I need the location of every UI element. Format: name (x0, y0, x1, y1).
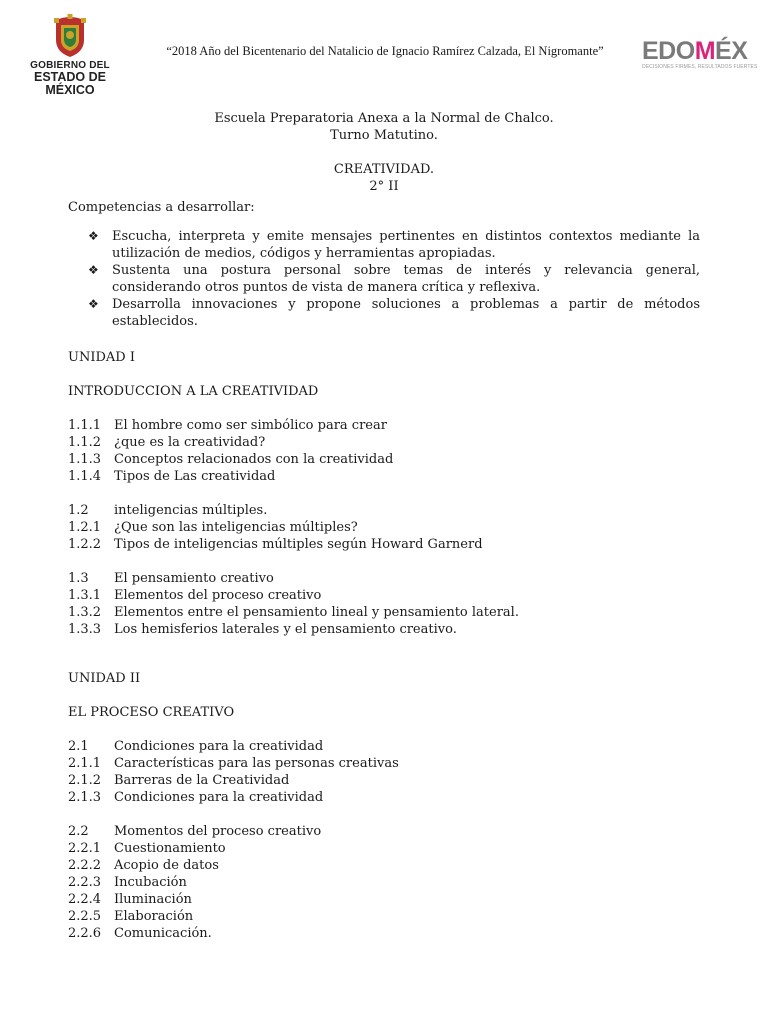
item-number: 1.3.3 (68, 622, 102, 637)
competencia-text: Sustenta una postura personal sobre temas de interés y relevancia general, considerando otros puntos de vista de manera crítica y reflexiva. (112, 263, 700, 295)
item-number: 2.2.3 (68, 875, 102, 890)
list-item (68, 417, 700, 434)
gobierno-line1: GOBIERNO DEL (30, 60, 110, 71)
item-text: Elementos entre el pensamiento lineal y pensamiento lateral. (114, 605, 519, 620)
unit-2-title: UNIDAD II (68, 671, 141, 686)
list-item (88, 296, 700, 330)
item-text: Conceptos relacionados con la creatividad (114, 452, 394, 467)
unit-2-group-2 (68, 823, 700, 942)
item-text: Acopio de datos (114, 858, 219, 873)
item-number: 2.1.2 (68, 773, 102, 788)
unit-1-group-2 (68, 502, 700, 553)
edomex-wordmark (642, 37, 748, 65)
item-text: Tipos de inteligencias múltiples según Howard Garnerd (114, 537, 483, 552)
list-item (68, 772, 700, 789)
item-number: 2.1.1 (68, 756, 102, 771)
item-text: El hombre como ser simbólico para crear (114, 418, 387, 433)
gobierno-line2: ESTADO DE MÉXICO (34, 70, 106, 97)
item-number: 2.1 (68, 739, 89, 754)
item-number: 1.1.4 (68, 469, 102, 484)
item-number: 1.1.2 (68, 435, 102, 450)
item-text: Barreras de la Creatividad (114, 773, 290, 788)
item-number: 1.1.3 (68, 452, 102, 467)
unit-1-subtitle: INTRODUCCION A LA CREATIVIDAD (68, 384, 319, 399)
unit-2-group-1 (68, 738, 700, 806)
diamond-bullet-icon: ❖ (88, 263, 99, 277)
list-item (88, 228, 700, 262)
list-item (68, 789, 700, 806)
year-motto: “2018 Año del Bicentenario del Natalicio de Ignacio Ramírez Calzada, El Nigromante” (166, 44, 604, 58)
unit-1-group-1 (68, 417, 700, 485)
diamond-bullet-icon: ❖ (88, 229, 99, 243)
list-item (68, 451, 700, 468)
item-text: Características para las personas creativas (114, 756, 399, 771)
list-item (68, 840, 700, 857)
list-item (68, 604, 700, 621)
item-number: 2.2.6 (68, 926, 102, 941)
item-text: Elaboración (114, 909, 194, 924)
item-number: 2.2.4 (68, 892, 102, 907)
item-text: inteligencias múltiples. (114, 503, 268, 518)
document-header (0, 0, 768, 100)
gobierno-logo (12, 14, 128, 97)
edomex-tagline: DECISIONES FIRMES, RESULTADOS FUERTES (642, 64, 758, 70)
list-item (68, 587, 700, 604)
item-text: Iluminación (114, 892, 192, 907)
competencias-list (88, 228, 700, 330)
list-item (68, 874, 700, 891)
document-body (68, 110, 700, 942)
item-number: 1.3 (68, 571, 89, 586)
item-number: 1.2.1 (68, 520, 102, 535)
unit-1-title: UNIDAD I (68, 350, 135, 365)
school-shift: Turno Matutino. (330, 128, 438, 143)
item-number: 1.3.1 (68, 588, 102, 603)
edomex-part-a: EDO (642, 37, 695, 65)
edomex-part-b: ÉX (715, 37, 748, 65)
school-name: Escuela Preparatoria Anexa a la Normal de Chalco. (214, 111, 554, 126)
unit-1-group-3 (68, 570, 700, 638)
competencias-heading: Competencias a desarrollar: (68, 200, 255, 215)
unit-2-subtitle: EL PROCESO CREATIVO (68, 705, 235, 720)
group-label: 2° II (369, 179, 399, 194)
item-text: Momentos del proceso creativo (114, 824, 322, 839)
list-item (68, 468, 700, 485)
item-number: 2.2.1 (68, 841, 102, 856)
edomex-part-m: M (694, 37, 716, 65)
competencia-text: Desarrolla innovaciones y propone soluciones a problemas a partir de métodos establecidos. (112, 297, 700, 329)
list-item (68, 755, 700, 772)
list-item (68, 570, 700, 587)
item-number: 2.2.2 (68, 858, 102, 873)
list-item (68, 621, 700, 638)
item-number: 2.1.3 (68, 790, 102, 805)
competencia-text: Escucha, interpreta y emite mensajes pertinentes en distintos contextos mediante la utilización de medios, códigos y herramientas apropiadas. (112, 229, 700, 261)
item-text: Tipos de Las creatividad (114, 469, 276, 484)
list-item (68, 502, 700, 519)
list-item (68, 434, 700, 451)
item-text: Incubación (114, 875, 187, 890)
item-number: 1.2.2 (68, 537, 102, 552)
diamond-bullet-icon: ❖ (88, 297, 99, 311)
item-number: 1.2 (68, 503, 89, 518)
list-item (88, 262, 700, 296)
list-item (68, 891, 700, 908)
item-text: ¿que es la creatividad? (114, 435, 266, 450)
item-number: 2.2 (68, 824, 89, 839)
state-seal-icon (50, 14, 90, 58)
item-text: El pensamiento creativo (114, 571, 274, 586)
item-text: Cuestionamiento (114, 841, 226, 856)
list-item (68, 908, 700, 925)
list-item (68, 857, 700, 874)
item-text: ¿Que son las inteligencias múltiples? (114, 520, 358, 535)
list-item (68, 536, 700, 553)
item-number: 1.3.2 (68, 605, 102, 620)
item-number: 1.1.1 (68, 418, 102, 433)
item-text: Condiciones para la creatividad (114, 790, 324, 805)
list-item (68, 519, 700, 536)
edomex-logo (642, 37, 758, 70)
item-text: Los hemisferios laterales y el pensamiento creativo. (114, 622, 457, 637)
item-text: Comunicación. (114, 926, 212, 941)
item-number: 2.2.5 (68, 909, 102, 924)
list-item (68, 738, 700, 755)
item-text: Condiciones para la creatividad (114, 739, 324, 754)
item-text: Elementos del proceso creativo (114, 588, 322, 603)
list-item (68, 925, 700, 942)
list-item (68, 823, 700, 840)
subject-title: CREATIVIDAD. (333, 162, 435, 177)
